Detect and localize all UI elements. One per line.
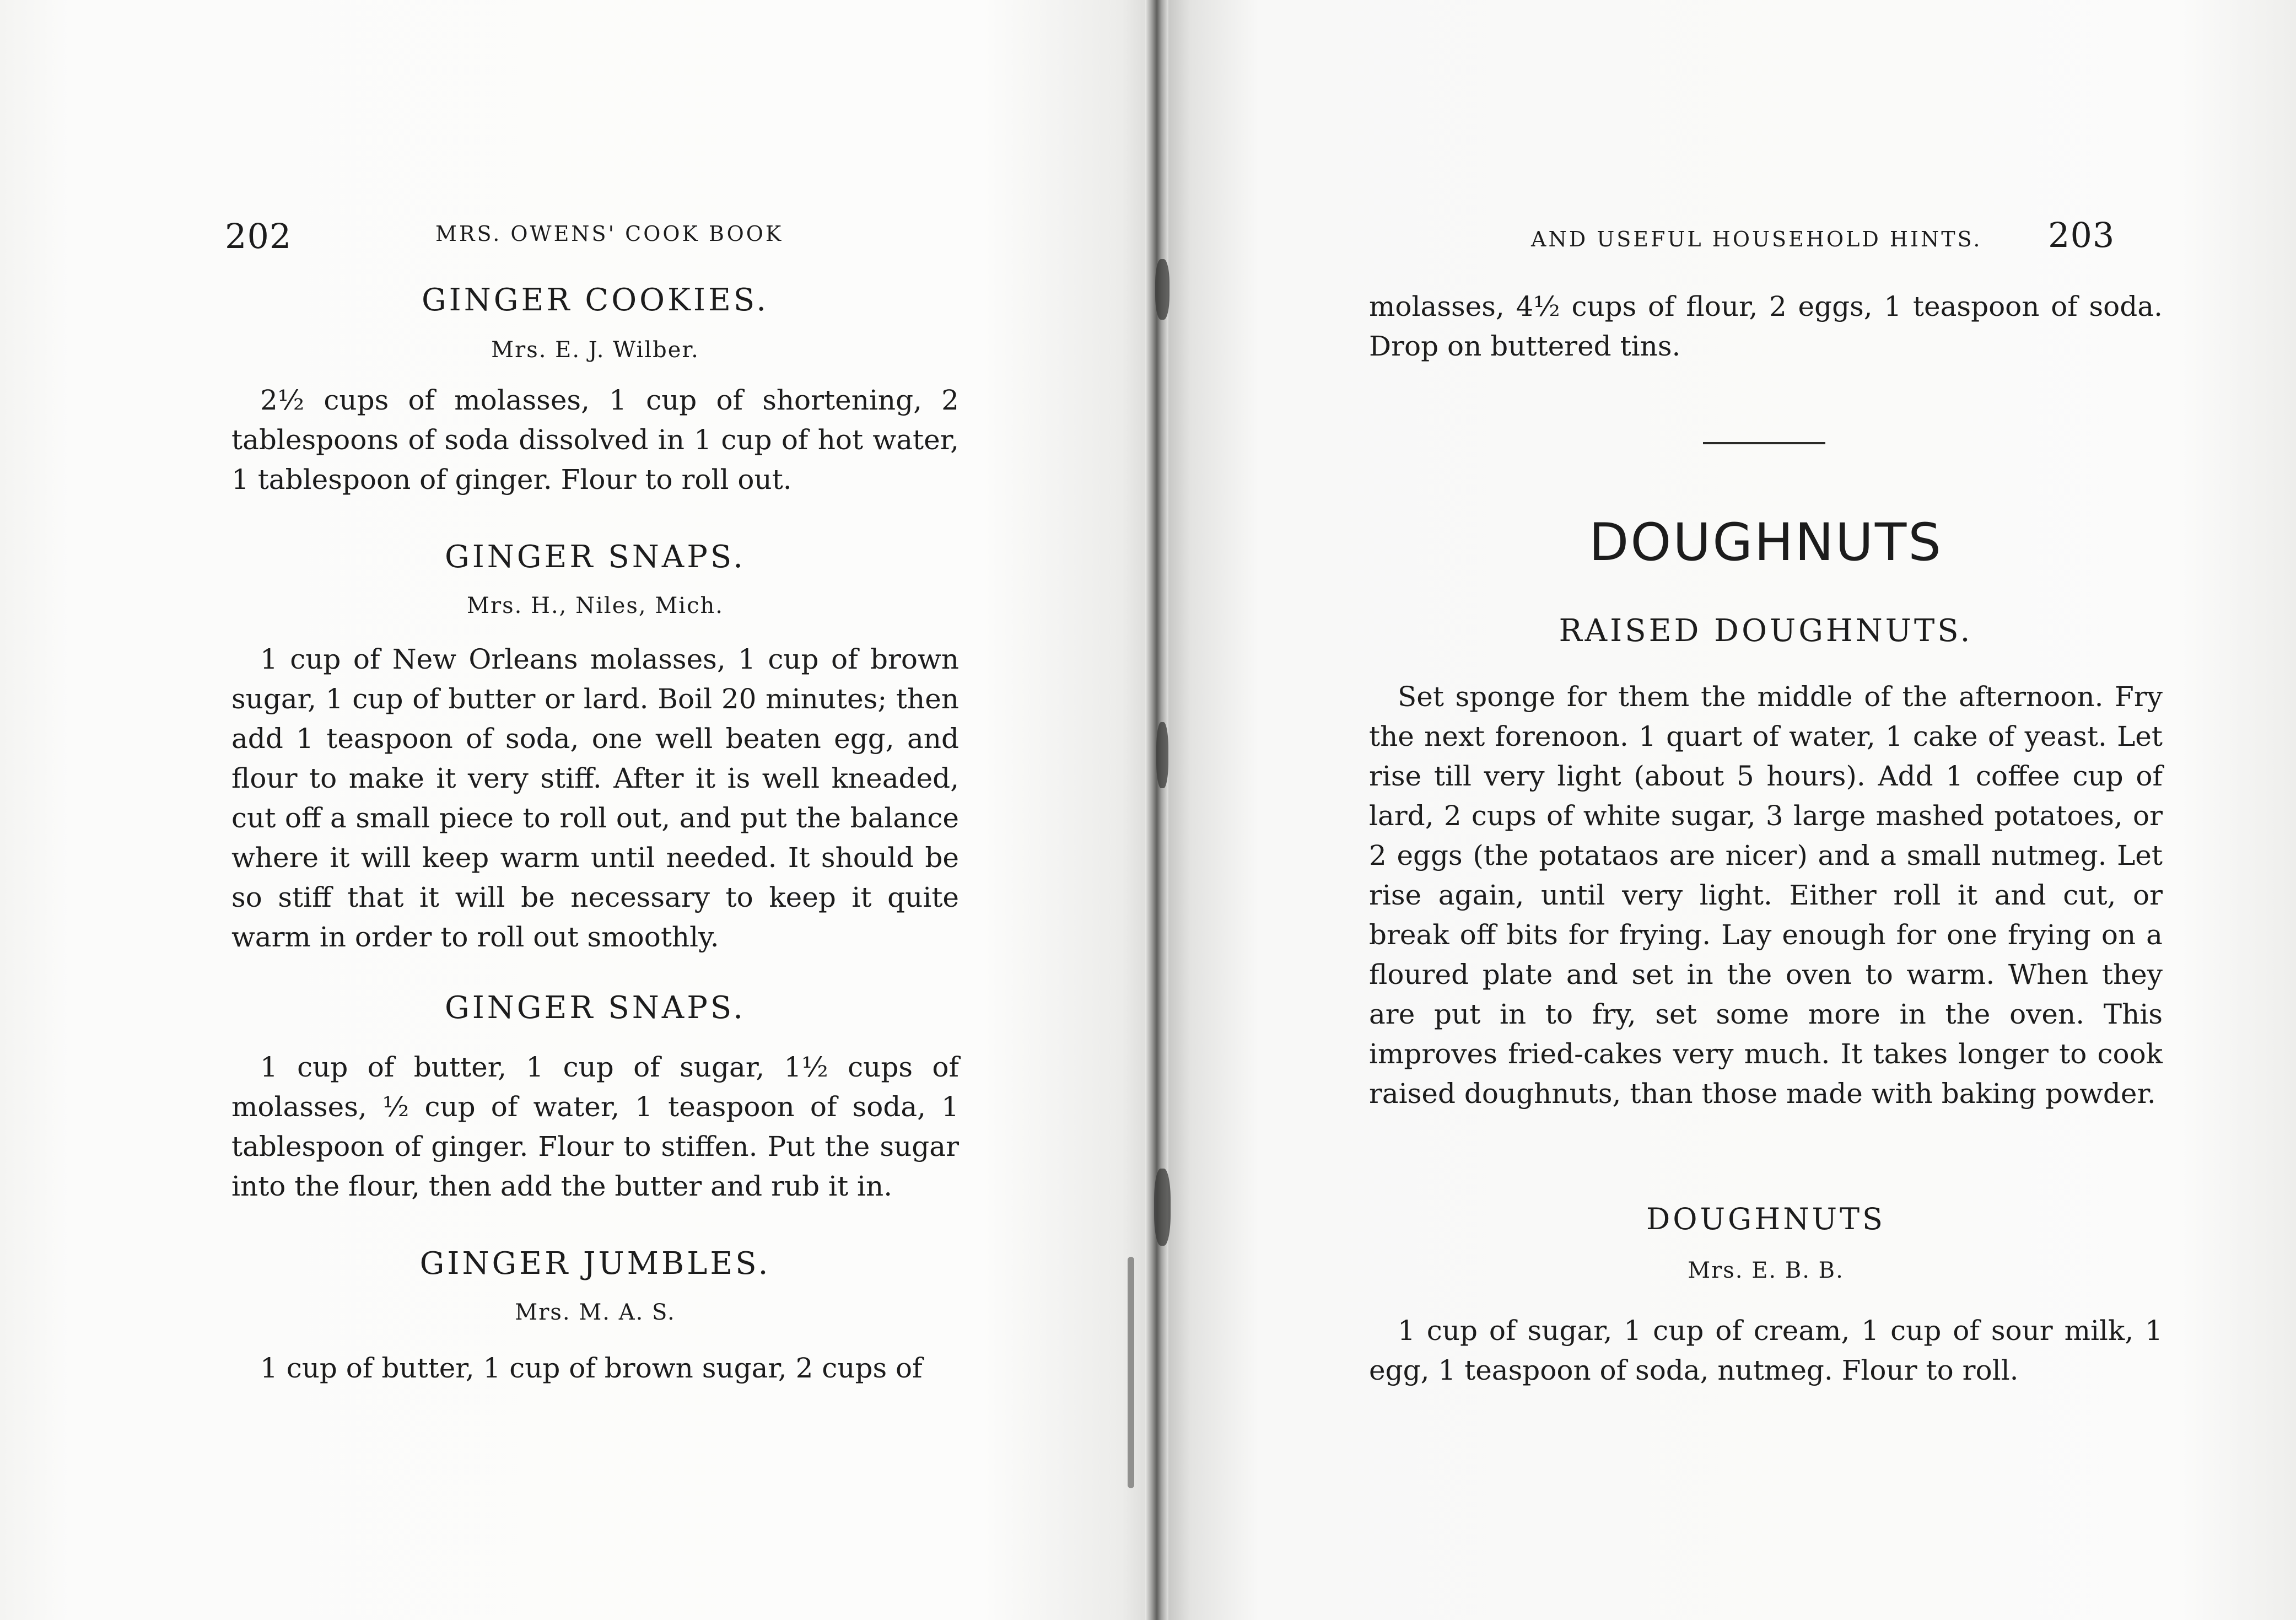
recipe-text: Set sponge for them the middle of the afternoon. Fry the next forenoon. 1 quart of water, 1 cake of yeast. Let rise till very light (about 5 hours). Add 1 coffee cup of lard, 2 cups of white sugar, 3 large mashed potatoes, or 2 eggs (the potataos are nicer) and a small nutmeg. Let rise again, until very light. Either roll it and cut, or break off bits for frying. Lay enough for one frying on a floured plate and set in the oven to warm. When they are put in to fry, set some more in the oven. This improves fried-cakes very much. It takes longer to cook raised doughnuts, than those made with baking powder.: [1369, 681, 2163, 1110]
book-gutter: [1145, 0, 1168, 1620]
recipe-author: Mrs. M. A. S.: [515, 1300, 676, 1325]
running-head: MRS. OWENS' COOK BOOK: [435, 222, 784, 246]
running-head: AND USEFUL HOUSEHOLD HINTS.: [1531, 227, 1982, 251]
recipe-author: Mrs. E. J. Wilber.: [491, 337, 699, 363]
recipe-text: 2½ cups of molasses, 1 cup of shortening, 2 tablespoons of soda dissolved in 1 cup of hot water, 1 tablespoon of ginger. Flour to roll out.: [231, 384, 959, 496]
binding-stain: [1154, 1169, 1171, 1246]
recipe-text: 1 cup of sugar, 1 cup of cream, 1 cup of sour milk, 1 egg, 1 teaspoon of soda, nutmeg. Flour to roll.: [1369, 1315, 2163, 1386]
recipe-title: GINGER COOKIES.: [421, 282, 769, 318]
recipe-title: GINGER SNAPS.: [444, 539, 746, 575]
right-page: [1156, 0, 2296, 1620]
recipe-title: RAISED DOUGHNUTS.: [1559, 613, 1973, 649]
recipe-text: 1 cup of butter, 1 cup of brown sugar, 2 cups of: [260, 1352, 923, 1384]
recipe-text: 1 cup of butter, 1 cup of sugar, 1½ cups of molasses, ½ cup of water, 1 teaspoon of soda, 1 tablespoon of ginger. Flour to stiffen. Put the sugar into the flour, then add the butter and rub it in.: [231, 1051, 959, 1202]
page-number: 203: [2048, 215, 2115, 255]
recipe-title: GINGER JUMBLES.: [419, 1246, 771, 1282]
recipe-title: GINGER SNAPS.: [444, 990, 746, 1026]
section-divider: [1703, 442, 1825, 444]
section-title: DOUGHNUTS: [1589, 513, 1943, 573]
page-number: 202: [225, 216, 292, 256]
binding-stain: [1155, 259, 1169, 320]
binding-stain: [1128, 1257, 1134, 1488]
continued-text: molasses, 4½ cups of flour, 2 eggs, 1 teaspoon of soda. Drop on buttered tins.: [1369, 290, 2163, 362]
recipe-title: DOUGHNUTS: [1646, 1202, 1886, 1236]
recipe-text: 1 cup of New Orleans molasses, 1 cup of brown sugar, 1 cup of butter or lard. Boil 20 minutes; then add 1 teaspoon of soda, one well beaten egg, and flour to make it very stiff. After it is well kneaded, cut off a small piece to roll out, and put the balance where it will keep warm until needed. It should be so stiff that it will be necessary to keep it quite warm in order to roll out smoothly.: [231, 643, 959, 953]
recipe-author: Mrs. E. B. B.: [1688, 1258, 1844, 1283]
recipe-author: Mrs. H., Niles, Mich.: [467, 593, 724, 618]
binding-stain: [1156, 722, 1168, 788]
